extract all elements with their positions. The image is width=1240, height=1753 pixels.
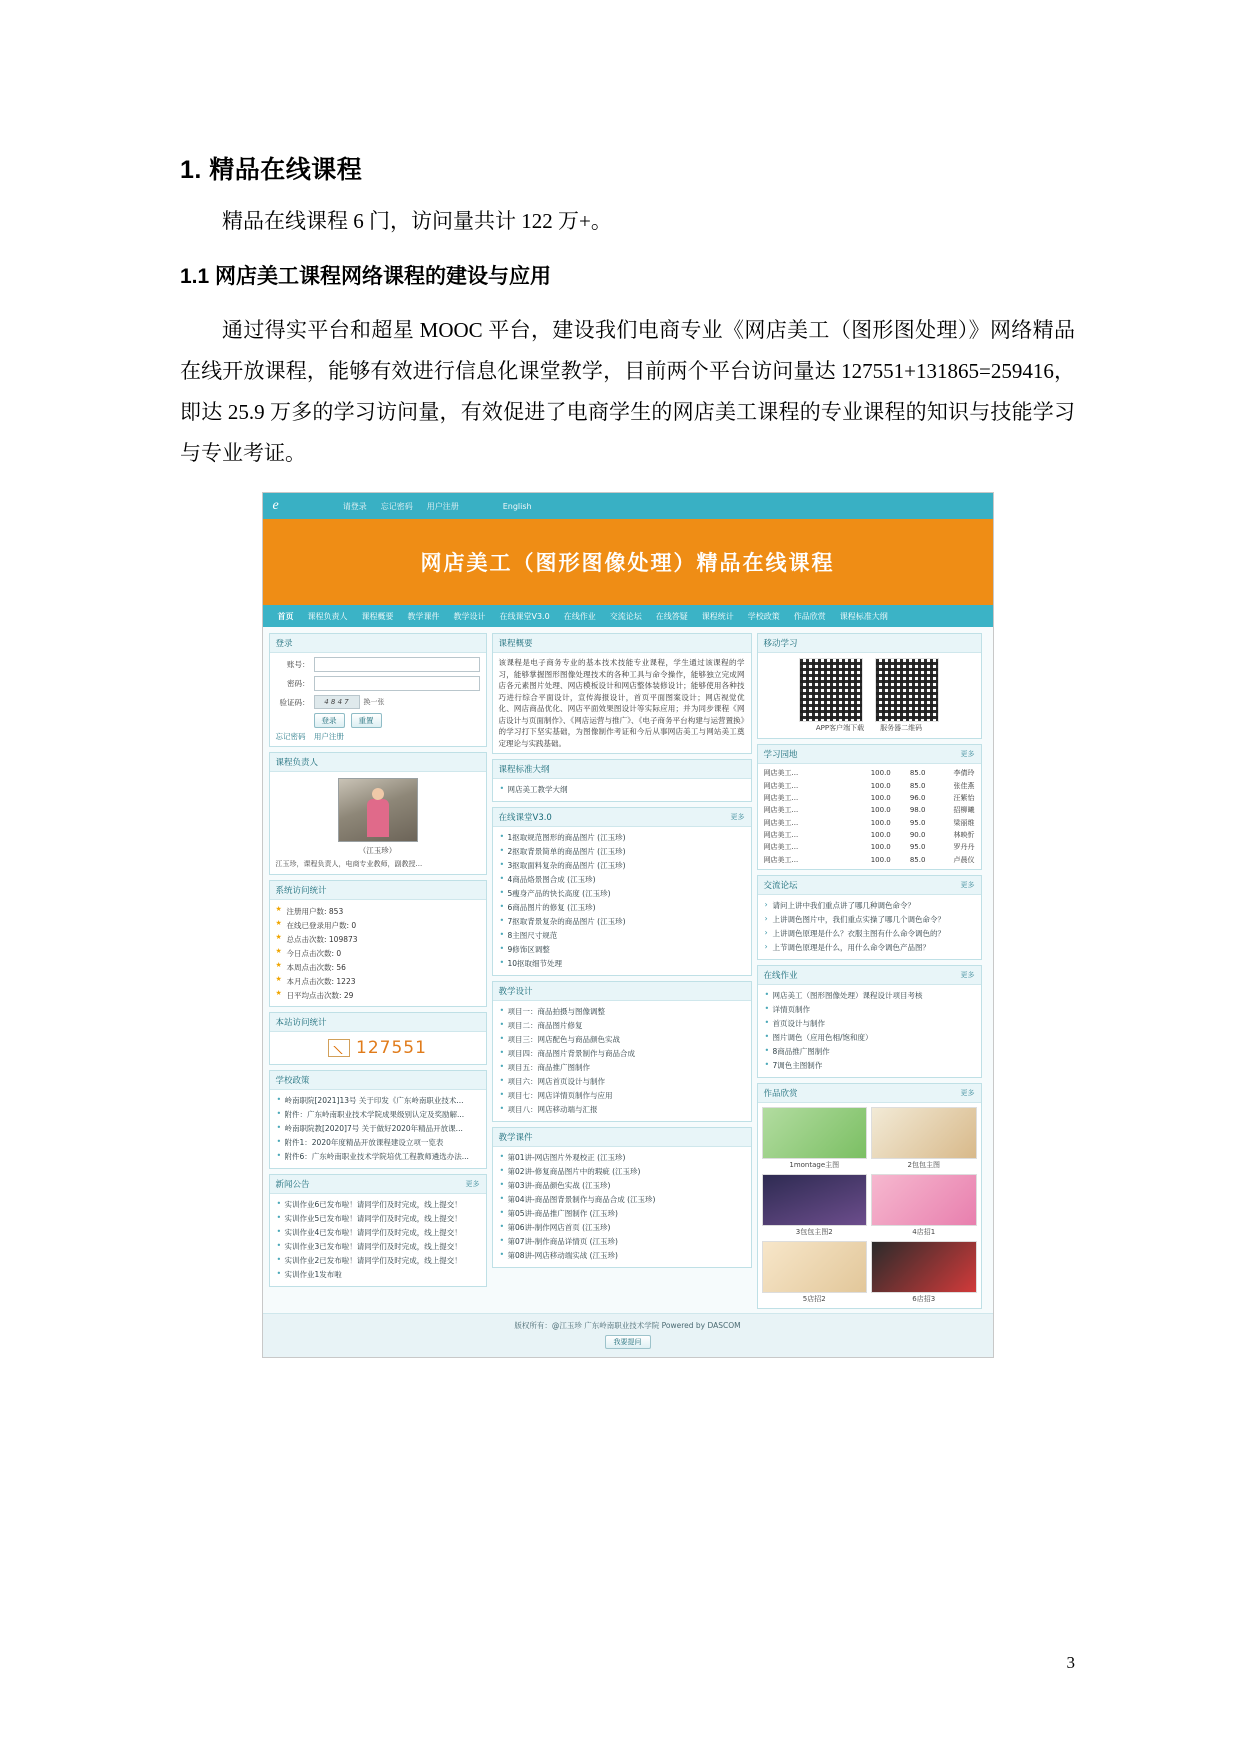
site-visit-title: 本站访问统计 bbox=[275, 1018, 327, 1028]
policy-panel bbox=[269, 1070, 487, 1169]
courseware-body bbox=[493, 1147, 751, 1267]
classroom-list bbox=[499, 831, 745, 971]
list-item[interactable]: • 岭南职院教[2020]7号 关于做好2020年精品开放课... bbox=[276, 1122, 480, 1136]
list-item[interactable]: • 7调色主图制作 bbox=[764, 1059, 975, 1073]
notice-list bbox=[276, 1198, 480, 1282]
list-item[interactable]: › 上讲调色图片中，我们重点实操了哪几个调色命令？ bbox=[764, 913, 975, 927]
scores-table bbox=[762, 767, 977, 866]
progress-cell: 100.0 bbox=[870, 855, 891, 864]
list-item[interactable]: • 7抠取背景复杂的商品图片 (江玉珍) bbox=[499, 915, 745, 929]
list-item[interactable]: • 第03讲-商品颜色实战 (江玉珍) bbox=[499, 1179, 745, 1193]
login-panel-title: 登录 bbox=[275, 639, 293, 649]
homework-title: 在线作业 bbox=[763, 971, 798, 981]
notice-title: 新闻公告 bbox=[275, 1180, 310, 1190]
register-link-2[interactable]: 用户注册 bbox=[313, 732, 344, 741]
qr-code-app-icon bbox=[799, 658, 863, 722]
forgot-password-link-2[interactable]: 忘记密码 bbox=[275, 732, 306, 741]
list-item[interactable]: • 实训作业3已发布啦！请同学们及时完成，线上提交！ bbox=[276, 1240, 480, 1254]
right-column bbox=[757, 633, 982, 1309]
intro-paragraph: 精品在线课程 6 门，访问量共计 122 万+。 bbox=[222, 209, 612, 233]
nav-item-policy[interactable]: 学校政策 bbox=[747, 611, 780, 621]
progress-cell: 100.0 bbox=[870, 806, 891, 815]
ask-question-button[interactable]: 我要提问 bbox=[605, 1335, 651, 1349]
work-thumb-item[interactable] bbox=[762, 1174, 868, 1237]
login-panel bbox=[269, 633, 487, 747]
design-panel bbox=[492, 981, 752, 1122]
qr-caption-app: APP客户端下载 bbox=[815, 724, 865, 732]
nav-item-design[interactable]: 教学设计 bbox=[453, 611, 486, 621]
score-cell: 85.0 bbox=[909, 781, 926, 790]
design-header bbox=[493, 982, 751, 1001]
login-link[interactable]: 请登录 bbox=[342, 501, 367, 511]
summary-panel bbox=[492, 633, 752, 754]
list-item[interactable]: • 第02讲-修复商品图片中的瑕疵 (江玉珍) bbox=[499, 1165, 745, 1179]
classroom-panel bbox=[492, 807, 752, 976]
list-item[interactable]: • 实训作业4已发布啦！请同学们及时完成，线上提交！ bbox=[276, 1226, 480, 1240]
homework-more-link[interactable]: 更多 bbox=[960, 971, 975, 979]
section-heading-1-1: 1.1 网店美工课程网络课程的建设与应用 bbox=[180, 265, 552, 288]
work-thumb-item[interactable] bbox=[762, 1107, 868, 1170]
list-item[interactable]: • 项目二：商品图片修复 bbox=[499, 1019, 745, 1033]
list-item[interactable]: • 附件1：2020年度精品开放课程建设立项一览表 bbox=[276, 1136, 480, 1150]
notice-header bbox=[270, 1175, 486, 1194]
scores-more-link[interactable]: 更多 bbox=[960, 750, 975, 758]
list-item[interactable]: • 网店美工教学大纲 bbox=[499, 783, 745, 797]
mobile-title: 移动学习 bbox=[763, 639, 798, 649]
list-item[interactable]: • 首页设计与制作 bbox=[764, 1017, 975, 1031]
left-column bbox=[269, 633, 487, 1287]
mobile-header bbox=[758, 634, 981, 653]
student-cell: 汪紫怡 bbox=[953, 793, 975, 802]
work-caption: 1montage主图 bbox=[789, 1161, 840, 1169]
site-footer bbox=[263, 1313, 993, 1357]
system-stat-panel bbox=[269, 880, 487, 1007]
notice-more-link[interactable]: 更多 bbox=[465, 1180, 480, 1188]
account-input[interactable] bbox=[314, 657, 480, 672]
password-input[interactable] bbox=[314, 676, 480, 691]
list-item: ★ 日平均点击次数: 29 bbox=[276, 988, 480, 1002]
work-caption: 6店招3 bbox=[912, 1295, 936, 1303]
password-row bbox=[276, 676, 480, 691]
design-list bbox=[499, 1005, 745, 1117]
work-image bbox=[871, 1107, 977, 1159]
student-cell: 李倩玲 bbox=[953, 769, 975, 778]
work-image bbox=[871, 1174, 977, 1226]
table-row bbox=[762, 854, 977, 866]
list-item[interactable]: • 4商品烙景图合成 (江玉珍) bbox=[499, 873, 745, 887]
list-item[interactable]: • 实训作业2已发布啦！请同学们及时完成，线上提交！ bbox=[276, 1254, 480, 1268]
body-paragraph: 通过得实平台和超星 MOOC 平台，建设我们电商专业《网店美工（图形图处理）》网络精品在线开放课程，能够有效进行信息化课堂教学，目前两个平台访问量达 127551+131865=259416，即达 25.9 万多的学习访问量，有效促进了电商学生的网店美工课程的专业课程的知识与技能学习与专业考证。 bbox=[180, 318, 1075, 465]
course-cell: 网店美工... bbox=[763, 843, 799, 852]
teacher-name: （江玉珍） bbox=[358, 846, 397, 855]
list-item[interactable]: • 项目三：网店配色与商品颜色实战 bbox=[499, 1033, 745, 1047]
scores-header bbox=[758, 745, 981, 764]
course-cell: 网店美工... bbox=[763, 818, 799, 827]
student-cell: 卢晨仪 bbox=[953, 855, 975, 864]
student-cell: 梁丽维 bbox=[953, 818, 975, 827]
mobile-body bbox=[758, 653, 981, 738]
standard-title: 课程标准大纲 bbox=[498, 765, 550, 775]
login-panel-body bbox=[270, 653, 486, 746]
english-link[interactable]: English bbox=[502, 501, 532, 511]
password-label: 密码： bbox=[287, 679, 310, 688]
site-topbar bbox=[263, 493, 993, 519]
nav-item-works[interactable]: 作品欣赏 bbox=[793, 611, 826, 621]
progress-cell: 100.0 bbox=[870, 818, 891, 827]
teacher-panel-header bbox=[270, 753, 486, 772]
work-caption: 3包包主图2 bbox=[795, 1228, 833, 1236]
table-row bbox=[762, 804, 977, 816]
notice-body bbox=[270, 1194, 486, 1286]
nav-item-teacher[interactable]: 课程负责人 bbox=[307, 611, 348, 621]
courseware-list bbox=[499, 1151, 745, 1263]
student-cell: 罗丹丹 bbox=[953, 843, 975, 852]
qr-captions bbox=[762, 723, 977, 736]
course-site-screenshot bbox=[262, 492, 994, 1358]
list-item[interactable]: • 项目五：商品推广图制作 bbox=[499, 1061, 745, 1075]
course-cell: 网店美工... bbox=[763, 855, 799, 864]
list-item[interactable]: • 项目一：商品拍摄与图像调整 bbox=[499, 1005, 745, 1019]
works-panel bbox=[757, 1083, 982, 1309]
score-cell: 95.0 bbox=[909, 818, 926, 827]
site-visit-body bbox=[270, 1032, 486, 1064]
work-image bbox=[762, 1174, 868, 1226]
forum-more-link[interactable]: 更多 bbox=[960, 881, 975, 889]
list-item[interactable]: • 1抠取规范图形的商品图片 (江玉珍) bbox=[499, 831, 745, 845]
nav-item-standard[interactable]: 课程标准大纲 bbox=[839, 611, 888, 621]
list-item[interactable]: • 实训作业1发布啦 bbox=[276, 1268, 480, 1282]
list-item[interactable]: • 3抠取面料复杂的商品图片 (江玉珍) bbox=[499, 859, 745, 873]
notice-panel bbox=[269, 1174, 487, 1287]
list-item[interactable]: • 项目四：商品图片背景制作与商品合成 bbox=[499, 1047, 745, 1061]
homework-body bbox=[758, 985, 981, 1077]
scores-panel bbox=[757, 744, 982, 870]
qr-row bbox=[762, 655, 977, 723]
captcha-image: 4 8 4 7 bbox=[314, 695, 360, 709]
forum-header bbox=[758, 876, 981, 895]
courseware-title: 教学课件 bbox=[498, 1133, 533, 1143]
student-cell: 林映忻 bbox=[953, 831, 975, 840]
list-item[interactable]: • 岭南职院[2021]13号 关于印发《广东岭南职业技术... bbox=[276, 1094, 480, 1108]
course-cell: 网店美工... bbox=[763, 769, 799, 778]
nav-item-homework[interactable]: 在线作业 bbox=[563, 611, 596, 621]
nav-item-forum[interactable]: 交流论坛 bbox=[609, 611, 642, 621]
list-item[interactable]: › 请问上讲中我们重点讲了哪几种调色命令？ bbox=[764, 899, 975, 913]
classroom-body bbox=[493, 827, 751, 975]
work-thumb-item[interactable] bbox=[871, 1174, 977, 1237]
list-item[interactable]: • 第05讲-商品推广图制作 (江玉珍) bbox=[499, 1207, 745, 1221]
classroom-more-link[interactable]: 更多 bbox=[730, 813, 745, 821]
nav-item-stats[interactable]: 课程统计 bbox=[701, 611, 734, 621]
works-header bbox=[758, 1084, 981, 1103]
list-item[interactable]: • 5瘦身产品的快长高度 (江玉珍) bbox=[499, 887, 745, 901]
nav-item-qa[interactable]: 在线答疑 bbox=[655, 611, 688, 621]
site-nav bbox=[263, 605, 993, 627]
score-cell: 95.0 bbox=[909, 843, 926, 852]
teacher-photo bbox=[338, 778, 418, 842]
section-heading-1: 1. 精品在线课程 bbox=[180, 156, 363, 184]
qr-caption-server: 服务器二维码 bbox=[880, 724, 923, 732]
forum-title: 交流论坛 bbox=[763, 881, 798, 891]
score-cell: 96.0 bbox=[909, 793, 926, 802]
site-visit-panel bbox=[269, 1012, 487, 1065]
summary-header bbox=[493, 634, 751, 653]
list-item: ★ 本月点击次数: 1223 bbox=[276, 974, 480, 988]
list-item[interactable]: • 项目七：网店详情页制作与应用 bbox=[499, 1089, 745, 1103]
work-image bbox=[762, 1241, 868, 1293]
policy-header bbox=[270, 1071, 486, 1090]
forum-panel bbox=[757, 875, 982, 960]
work-caption: 4店招1 bbox=[912, 1228, 936, 1236]
copyright-text: 版权所有：@江玉珍 广东岭南职业技术学院 Powered by DASCOM bbox=[514, 1321, 741, 1330]
homework-header bbox=[758, 966, 981, 985]
table-row bbox=[762, 829, 977, 841]
chart-icon bbox=[328, 1039, 350, 1057]
system-stat-title: 系统访问统计 bbox=[275, 886, 327, 896]
courseware-header bbox=[493, 1128, 751, 1147]
list-item[interactable]: • 第04讲-商品图背景制作与商品合成 (江玉珍) bbox=[499, 1193, 745, 1207]
progress-cell: 100.0 bbox=[870, 769, 891, 778]
mobile-panel bbox=[757, 633, 982, 739]
forum-list bbox=[764, 899, 975, 955]
list-item[interactable]: • 8商品推广图制作 bbox=[764, 1045, 975, 1059]
site-banner bbox=[263, 519, 993, 605]
scores-body bbox=[758, 764, 981, 869]
system-stat-list bbox=[276, 904, 480, 1002]
login-links bbox=[276, 731, 480, 742]
list-item[interactable]: • 10抠取细节处理 bbox=[499, 957, 745, 971]
list-item[interactable]: • 第06讲-制作网店首页 (江玉珍) bbox=[499, 1221, 745, 1235]
score-cell: 98.0 bbox=[909, 806, 926, 815]
captcha-row bbox=[276, 695, 480, 709]
list-item[interactable]: • 2抠取背景简单的商品图片 (江玉珍) bbox=[499, 845, 745, 859]
list-item[interactable]: • 项目六：网店首页设计与制作 bbox=[499, 1075, 745, 1089]
work-thumb-item[interactable] bbox=[762, 1241, 868, 1304]
list-item[interactable]: • 项目八：网店移动端与汇报 bbox=[499, 1103, 745, 1117]
site-visit-header bbox=[270, 1013, 486, 1032]
list-item[interactable]: • 第01讲-网店图片外观校正 (江玉珍) bbox=[499, 1151, 745, 1165]
qr-code-server-icon bbox=[875, 658, 939, 722]
list-item[interactable]: › 上讲调色原理是什么？衣服主图有什么命令调色的？ bbox=[764, 927, 975, 941]
student-cell: 张佳燕 bbox=[953, 781, 975, 790]
list-item: ★ 在线已登录用户数: 0 bbox=[276, 918, 480, 932]
list-item[interactable]: • 9修饰区调整 bbox=[499, 943, 745, 957]
summary-title: 课程概要 bbox=[498, 639, 533, 649]
table-row bbox=[762, 767, 977, 779]
policy-title: 学校政策 bbox=[275, 1076, 310, 1086]
works-title: 作品欣赏 bbox=[763, 1089, 798, 1099]
scores-title: 学习园地 bbox=[763, 750, 798, 760]
nav-item-home[interactable]: 首页 bbox=[277, 611, 294, 621]
page-number: 3 bbox=[1066, 1653, 1075, 1672]
account-row bbox=[276, 657, 480, 672]
course-cell: 网店美工... bbox=[763, 831, 799, 840]
progress-cell: 100.0 bbox=[870, 793, 891, 802]
list-item[interactable]: • 实训作业5已发布啦！请同学们及时完成，线上提交！ bbox=[276, 1212, 480, 1226]
list-item[interactable]: • 详情页制作 bbox=[764, 1003, 975, 1017]
table-row bbox=[762, 792, 977, 804]
teacher-panel bbox=[269, 752, 487, 875]
classroom-title: 在线课堂V3.0 bbox=[498, 813, 552, 823]
list-item[interactable]: • 图片调色（应用色相/饱和度） bbox=[764, 1031, 975, 1045]
list-item[interactable]: • 第08讲-网店移动端实战 (江玉珍) bbox=[499, 1249, 745, 1263]
table-row bbox=[762, 817, 977, 829]
work-thumb-item[interactable] bbox=[871, 1107, 977, 1170]
system-stat-header bbox=[270, 881, 486, 900]
teacher-description: 江玉珍，课程负责人，电商专业教师，副教授... bbox=[275, 860, 423, 868]
design-title: 教学设计 bbox=[498, 987, 533, 997]
teacher-panel-title: 课程负责人 bbox=[275, 758, 319, 768]
works-more-link[interactable]: 更多 bbox=[960, 1089, 975, 1097]
list-item: ★ 今日点击次数: 0 bbox=[276, 946, 480, 960]
list-item[interactable]: • 8主图尺寸规范 bbox=[499, 929, 745, 943]
list-item[interactable]: • 附件6：广东岭南职业技术学院培优工程教师遴选办法... bbox=[276, 1150, 480, 1164]
course-cell: 网店美工... bbox=[763, 793, 799, 802]
list-item[interactable]: • 实训作业6已发布啦！请同学们及时完成，线上提交！ bbox=[276, 1198, 480, 1212]
captcha-label: 验证码： bbox=[279, 697, 310, 707]
standard-body bbox=[493, 779, 751, 801]
work-caption: 5店招2 bbox=[802, 1295, 826, 1303]
score-cell: 85.0 bbox=[909, 769, 926, 778]
nav-item-classroom[interactable]: 在线课堂V3.0 bbox=[499, 611, 550, 621]
register-link[interactable]: 用户注册 bbox=[426, 501, 459, 511]
system-stat-body bbox=[270, 900, 486, 1006]
site-logo: e bbox=[272, 498, 279, 513]
list-item: ★ 本周点击次数: 56 bbox=[276, 960, 480, 974]
work-thumb-item[interactable] bbox=[871, 1241, 977, 1304]
list-item[interactable]: • 第07讲-制作商品详情页 (江玉珍) bbox=[499, 1235, 745, 1249]
work-image bbox=[871, 1241, 977, 1293]
login-buttons bbox=[314, 713, 480, 728]
policy-list bbox=[276, 1094, 480, 1164]
work-caption: 2包包主图 bbox=[907, 1161, 940, 1169]
standard-header bbox=[493, 760, 751, 779]
courseware-panel bbox=[492, 1127, 752, 1268]
list-item[interactable]: • 网店美工（图形图像处理）课程设计项目考核 bbox=[764, 989, 975, 1003]
progress-cell: 100.0 bbox=[870, 843, 891, 852]
policy-body bbox=[270, 1090, 486, 1168]
design-body bbox=[493, 1001, 751, 1121]
list-item[interactable]: › 上节调色原理是什么，用什么命令调色产品图？ bbox=[764, 941, 975, 955]
login-panel-header bbox=[270, 634, 486, 653]
work-image bbox=[762, 1107, 868, 1159]
score-cell: 85.0 bbox=[909, 855, 926, 864]
login-button[interactable]: 登录 bbox=[314, 713, 345, 728]
captcha-refresh-link[interactable]: 换一张 bbox=[363, 698, 385, 706]
standard-panel bbox=[492, 759, 752, 802]
homework-list bbox=[764, 989, 975, 1073]
course-cell: 网店美工... bbox=[763, 806, 799, 815]
standard-list bbox=[499, 783, 745, 797]
progress-cell: 100.0 bbox=[870, 781, 891, 790]
table-row bbox=[762, 841, 977, 853]
summary-text: 该课程是电子商务专业的基本技术技能专业课程，学生通过该课程的学习，能够掌握图形图像处理技术的各种工具与命令操作，能够独立完成网店各元素图片处理、网店模板设计和网店整体装修设计；能够使用各种技巧进行综合平面设计，宣传海报设计，首页平面图案设计；网店视觉优化、网店商品优化、网店平面效果图设计等实际应用；并为同步课程《网店设计与页面制作》、《网店运营与推广》、《电子商务平台构建与运营置换》的学习打下坚实基础，为图像制作考证和今后从事网店美工与网站美工奠定理论与实践基础。 bbox=[498, 658, 745, 748]
teacher-panel-body bbox=[270, 772, 486, 874]
reset-button[interactable]: 重置 bbox=[351, 713, 382, 728]
classroom-header bbox=[493, 808, 751, 827]
list-item[interactable]: • 6商品图片的修复 (江玉珍) bbox=[499, 901, 745, 915]
nav-item-overview[interactable]: 课程概要 bbox=[361, 611, 394, 621]
course-cell: 网店美工... bbox=[763, 781, 799, 790]
student-cell: 招柳曦 bbox=[953, 806, 975, 815]
works-grid bbox=[758, 1103, 981, 1308]
progress-cell: 100.0 bbox=[870, 831, 891, 840]
homework-panel bbox=[757, 965, 982, 1078]
banner-title: 网店美工（图形图像处理）精品在线课程 bbox=[420, 551, 835, 575]
table-row bbox=[762, 779, 977, 791]
list-item: ★ 总点击次数: 109873 bbox=[276, 932, 480, 946]
forum-body bbox=[758, 895, 981, 959]
nav-item-courseware[interactable]: 教学课件 bbox=[407, 611, 440, 621]
score-cell: 90.0 bbox=[909, 831, 926, 840]
middle-column bbox=[492, 633, 752, 1268]
list-item[interactable]: • 附件：广东岭南职业技术学院成果级别认定及奖励解... bbox=[276, 1108, 480, 1122]
site-main bbox=[263, 627, 993, 1313]
forgot-password-link[interactable]: 忘记密码 bbox=[380, 501, 413, 511]
account-label: 账号： bbox=[287, 660, 310, 669]
summary-body bbox=[493, 653, 751, 753]
site-visit-count: 127551 bbox=[356, 1038, 427, 1058]
list-item: ★ 注册用户数: 853 bbox=[276, 904, 480, 918]
